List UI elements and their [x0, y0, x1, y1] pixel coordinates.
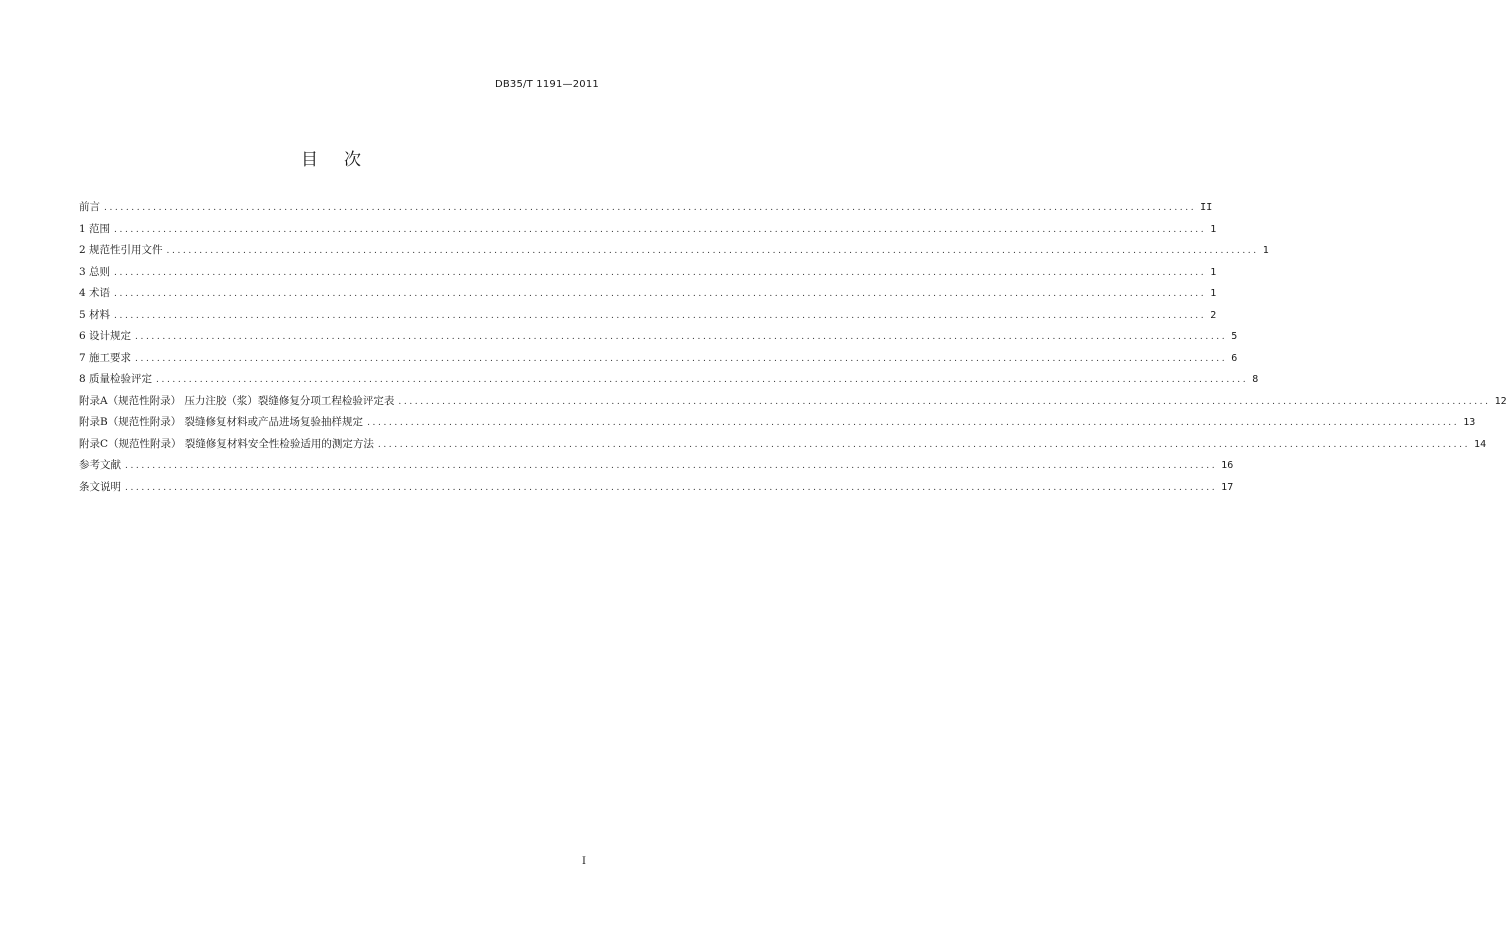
toc-leader-dots: ........................................................................................................................................................................................................	[377, 439, 1471, 450]
toc-entry-page: II	[1200, 202, 1213, 213]
toc-entry-page: 1	[1210, 266, 1217, 278]
toc-entry-label: 3 总则	[79, 265, 111, 278]
toc-entry-page: 8	[1252, 374, 1259, 385]
toc-entry-page: 14	[1474, 438, 1487, 450]
toc-entry-label: 附录A（规范性附录） 压力注胶（浆）裂缝修复分项工程检验评定表	[79, 394, 395, 407]
toc-entry-page: 13	[1463, 417, 1476, 428]
toc-entry[interactable]	[79, 307, 1217, 329]
toc-entry-label: 附录B（规范性附录） 裂缝修复材料或产品进场复验抽样规定	[79, 416, 364, 428]
toc-entry-page: 12	[1494, 395, 1507, 407]
toc-entry[interactable]	[79, 199, 1213, 221]
toc-leader-dots: ........................................................................................................................................................................................................	[125, 482, 1218, 493]
toc-leader-dots: ........................................................................................................................................................................................................	[125, 461, 1218, 471]
toc-leader-dots: ........................................................................................................................................................................................................	[114, 224, 1207, 235]
toc-leader-dots: ........................................................................................................................................................................................................	[135, 332, 1228, 342]
table-of-contents	[79, 199, 1507, 500]
toc-entry[interactable]	[79, 221, 1217, 243]
toc-entry[interactable]	[79, 414, 1476, 436]
toc-entry[interactable]	[79, 457, 1234, 479]
toc-entry[interactable]	[79, 328, 1238, 350]
toc-entry[interactable]	[79, 350, 1238, 372]
toc-entry-label: 附录C（规范性附录） 裂缝修复材料安全性检验适用的测定方法	[79, 437, 374, 450]
document-code: DB35/T 1191—2011	[494, 79, 599, 90]
toc-entry[interactable]	[79, 371, 1259, 393]
toc-entry-page: 1	[1210, 223, 1217, 235]
toc-entry-page: 17	[1221, 481, 1234, 493]
toc-leader-dots: ........................................................................................................................................................................................................	[398, 396, 1491, 407]
toc-leader-dots: ........................................................................................................................................................................................................	[156, 375, 1249, 385]
toc-entry-label: 条文说明	[79, 480, 121, 493]
toc-entry-page: 1	[1210, 288, 1217, 299]
toc-entry-page: 2	[1210, 309, 1217, 321]
toc-entry-label: 1 范围	[79, 222, 111, 235]
toc-entry-page: 6	[1231, 352, 1238, 364]
page-number: I	[582, 856, 586, 867]
toc-entry[interactable]	[79, 264, 1217, 286]
toc-entry-page: 16	[1221, 460, 1234, 471]
toc-leader-dots: ........................................................................................................................................................................................................	[114, 267, 1207, 278]
toc-leader-dots: ........................................................................................................................................................................................................	[114, 310, 1207, 321]
toc-leader-dots: ........................................................................................................................................................................................................	[367, 418, 1460, 428]
toc-entry[interactable]	[79, 479, 1234, 501]
toc-leader-dots: ........................................................................................................................................................................................................	[135, 353, 1228, 364]
toc-leader-dots: ........................................................................................................................................................................................................	[166, 246, 1259, 256]
toc-entry-label: 4 术语	[79, 287, 111, 299]
toc-entry[interactable]	[79, 436, 1487, 458]
toc-leader-dots: ........................................................................................................................................................................................................	[114, 289, 1207, 299]
toc-entry-label: 8 质量检验评定	[79, 373, 153, 385]
toc-entry[interactable]	[79, 393, 1507, 415]
toc-entry-label: 前言	[79, 201, 100, 213]
toc-entry-label: 7 施工要求	[79, 351, 132, 364]
toc-entry-label: 参考文献	[79, 459, 121, 471]
toc-entry-page: 5	[1231, 331, 1238, 342]
toc-entry-label: 2 规范性引用文件	[79, 244, 163, 256]
toc-entry[interactable]	[79, 242, 1269, 264]
toc-entry-label: 6 设计规定	[79, 330, 132, 342]
toc-entry-label: 5 材料	[79, 308, 111, 321]
page-title: 目次	[301, 150, 387, 170]
toc-entry-page: 1	[1262, 245, 1269, 256]
toc-leader-dots: ........................................................................................................................................................................................................	[104, 203, 1197, 213]
toc-entry[interactable]	[79, 285, 1217, 307]
